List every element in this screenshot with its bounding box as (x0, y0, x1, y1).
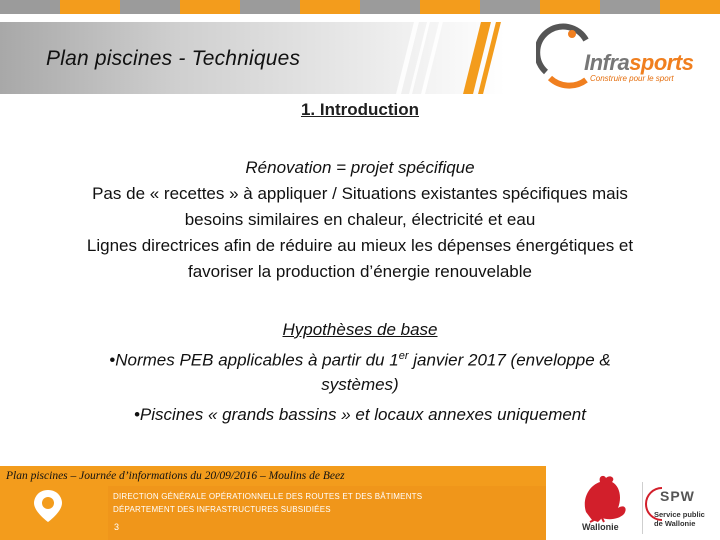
strip-segment (60, 0, 120, 14)
intro-line: besoins similaires en chaleur, électricité et eau (184, 210, 536, 229)
logo-wordmark (584, 50, 693, 76)
top-color-strip (0, 0, 720, 14)
hypotheses-paragraph (20, 319, 700, 426)
bullet-superscript: er (398, 350, 409, 362)
strip-segment (420, 0, 480, 14)
title-band-stripe (396, 22, 419, 94)
intro-line: Lignes directrices afin de réduire au mieux les dépenses énergétiques et (86, 236, 634, 255)
strip-segment (180, 0, 240, 14)
spw-label: SPW (660, 488, 695, 504)
dg-line: DÉPARTEMENT DES INFRASTRUCTURES SUBSIDIÉES (113, 505, 331, 514)
spw-subtitle: de Wallonie (654, 519, 696, 528)
strip-segment (600, 0, 660, 14)
strip-segment (0, 0, 60, 14)
spw-subtitle: Service public (654, 510, 705, 519)
strip-segment (660, 0, 720, 14)
strip-segment (300, 0, 360, 14)
footer-note: Plan piscines – Journée d’informations du 20/09/2016 – Moulins de Beez (6, 470, 345, 482)
bullet-continuation: systèmes) (321, 374, 399, 394)
logo-divider (642, 482, 643, 534)
logo-prefix: Infra (584, 50, 630, 75)
hypotheses-heading: Hypothèses de base (282, 320, 438, 339)
section-title-text: 1. Introduction (300, 100, 420, 119)
wallonie-label: Wallonie (582, 522, 619, 532)
intro-line: favoriser la production d’énergie renouvelable (188, 262, 532, 281)
intro-line: Pas de « recettes » à appliquer / Situations existantes spécifiques mais (92, 184, 628, 203)
logo-suffix: sports (629, 50, 694, 75)
bullet-item (20, 345, 700, 372)
intro-heading: Rénovation = projet spécifique (245, 158, 475, 177)
location-pin-icon (28, 486, 68, 526)
page-number: 3 (114, 522, 120, 532)
bullet-text: janvier 2017 (enveloppe & (408, 350, 611, 370)
strip-segment (360, 0, 420, 14)
logo-tagline: Construire pour le sport (590, 74, 674, 83)
bullet-text: •Normes PEB applicables à partir du 1 (109, 350, 399, 370)
intro-paragraph (20, 157, 700, 283)
strip-segment (240, 0, 300, 14)
strip-segment (480, 0, 540, 14)
bullet-item: •Piscines « grands bassins » et locaux annexes uniquement (133, 404, 586, 424)
strip-segment (540, 0, 600, 14)
strip-segment (120, 0, 180, 14)
section-title (0, 100, 720, 120)
page-title: Plan piscines - Techniques (46, 47, 301, 70)
dg-line: DIRECTION GÉNÉRALE OPÉRATIONNELLE DES ROUTES ET DES BÂTIMENTS (113, 492, 423, 501)
